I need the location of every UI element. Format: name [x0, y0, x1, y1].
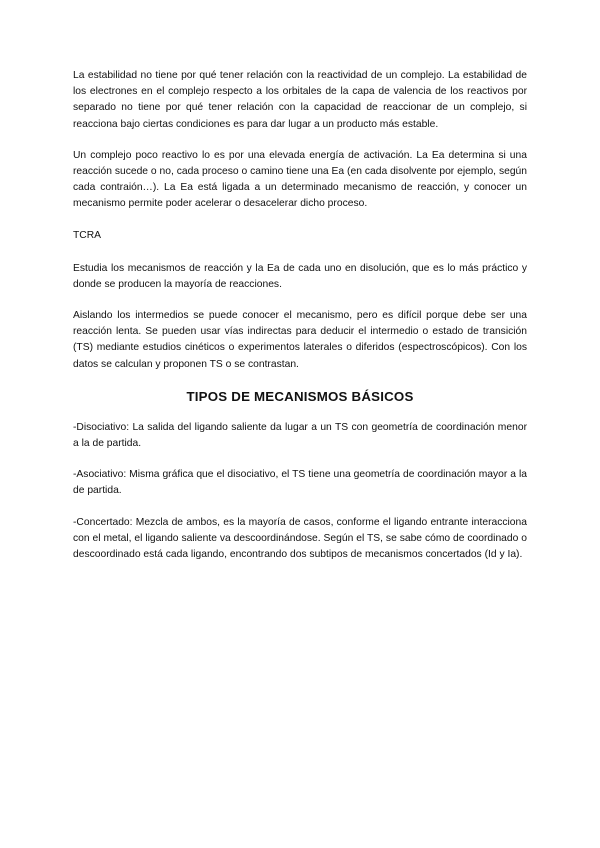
paragraph-concerted: -Concertado: Mezcla de ambos, es la mayoría de casos, conforme el ligando entrante interacciona con el metal, el ligando saliente va descoordinándose. Según el TS, se sabe cómo de coordinado o descoordinado está cada ligando, encontrando dos subtipos de mecanismos concertados (Id y Ia).	[73, 516, 527, 561]
paragraph-dissociative: -Disociativo: La salida del ligando saliente da lugar a un TS con geometría de coordinación menor a la de partida.	[73, 421, 527, 450]
paragraph-tcra-study: Estudia los mecanismos de reacción y la Ea de cada uno en disolución, que es lo más práctico y donde se producen la mayoría de reacciones.	[73, 262, 527, 290]
paragraph-associative: -Asociativo: Misma gráfica que el disociativo, el TS tiene una geometría de coordinación mayor a la de partida.	[73, 469, 527, 497]
paragraph-stability: La estabilidad no tiene por qué tener relación con la reactividad de un complejo. La estabilidad de los electrones en el complejo respecto a los orbitales de la capa de valencia de los reactivos por separado no tiene por qué tener relación con la capacidad de reaccionar de un complejo, si reacciona bajo ciertas condiciones es para dar lugar a un producto más estable.	[73, 70, 527, 130]
paragraph-intermediates: Aislando los intermedios se puede conocer el mecanismo, pero es difícil porque debe ser una reacción lenta. Se pueden usar vías indirectas para deducir el intermedio o estado de transición (TS) mediante estudios cinéticos o experimentos laterales o diferidos (espectroscópicos). Con los datos se calculan y proponen TS o se contrastan.	[73, 310, 527, 370]
paragraph-activation-energy: Un complejo poco reactivo lo es por una elevada energía de activación. La Ea determina si una reacción sucede o no, cada proceso o camino tiene una Ea (en cada disolvente por ejemplo, según cada contraión…). La Ea está ligada a un determinado mecanismo de reacción, y conocer un mecanismo permite poder acelerar o desacelerar dicho proceso.	[73, 149, 527, 210]
document-page	[73, 68, 527, 578]
section-title-mechanisms: TIPOS DE MECANISMOS BÁSICOS	[186, 388, 414, 404]
subheading-tcra: TCRA	[73, 229, 102, 241]
